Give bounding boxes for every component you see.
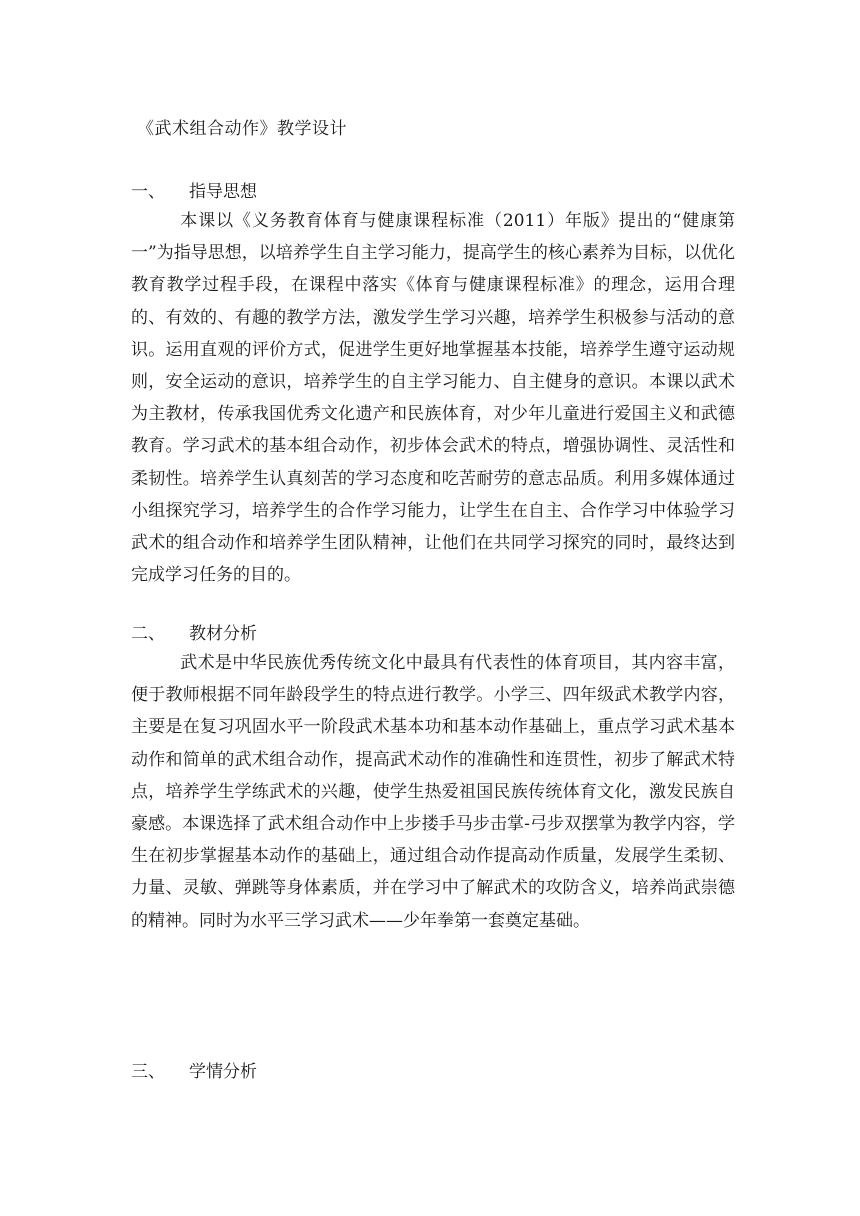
section-heading-text: 教材分析 [189,624,257,644]
section-heading-guiding-ideology [131,177,257,202]
section-heading-textbook-analysis [131,619,257,644]
section-paragraph-guiding-ideology: 本课以《义务教育体育与健康课程标准（2011）年版》提出的“健康第一”为指导思想，以培养学生自主学习能力，提高学生的核心素养为目标，以优化教育教学过程手段，在课程中落实《体育与健康课程标准》的理念，运用合理的、有效的、有趣的教学方法，激发学生学习兴趣，培养学生积极参与活动的意识。运用直观的评价方式，促进学生更好地掌握基本技能，培养学生遵守运动规则，安全运动的意识，培养学生的自主学习能力、自主健身的意识。本课以武术为主教材，传承我国优秀文化遗产和民族体育，对少年儿童进行爱国主义和武德教育。学习武术的基本组合动作，初步体会武术的特点，增强协调性、灵活性和柔韧性。培养学生认真刻苦的学习态度和吃苦耐劳的意志品质。利用多媒体通过小组探究学习，培养学生的合作学习能力，让学生在自主、合作学习中体验学习武术的组合动作和培养学生团队精神，让他们在共同学习探究的同时，最终达到完成学习任务的目的。 [131,211,735,586]
section-number: 一、 [131,182,165,202]
section-paragraph-textbook-analysis: 武术是中华民族优秀传统文化中最具有代表性的体育项目，其内容丰富，便于教师根据不同年龄段学生的特点进行教学。小学三、四年级武术教学内容，主要是在复习巩固水平一阶段武术基本功和基本动作基础上，重点学习武术基本动作和简单的武术组合动作，提高武术动作的准确性和连贯性，初步了解武术特点，培养学生学练武术的兴趣，使学生热爱祖国民族传统体育文化，激发民族自豪感。本课选择了武术组合动作中上步搂手马步击掌-弓步双摆掌为教学内容，学生在初步掌握基本动作的基础上，通过组合动作提高动作质量，发展学生柔韧、力量、灵敏、弹跳等身体素质，并在学习中了解武术的攻防含义，培养尚武崇德的精神。同时为水平三学习武术——少年拳第一套奠定基础。 [131,653,735,931]
section-heading-text: 学情分析 [189,1062,257,1082]
section-number: 三、 [131,1062,165,1082]
section-number: 二、 [131,624,165,644]
document-title: 《武术组合动作》教学设计 [137,119,347,139]
section-heading-text: 指导思想 [189,182,257,202]
section-heading-student-analysis [131,1057,257,1082]
